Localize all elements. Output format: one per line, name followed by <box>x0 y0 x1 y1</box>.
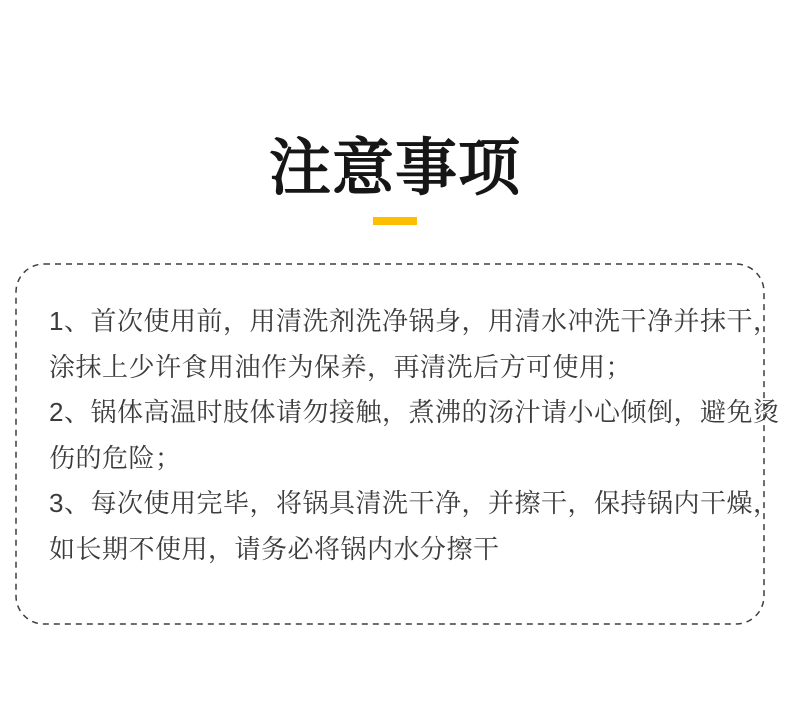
notice-item-3 <box>49 481 780 572</box>
notice-item-2 <box>49 390 780 481</box>
notice-line: 涂抹上少许食用油作为保养，再清洗后方可使用； <box>49 351 633 382</box>
notice-line: 如长期不使用，请务必将锅内水分擦干 <box>49 533 500 564</box>
notice-box <box>15 263 780 625</box>
section-header <box>0 0 790 225</box>
notice-line: 伤的危险； <box>49 442 182 473</box>
notice-item-1 <box>49 299 780 390</box>
notice-line: 3、每次使用完毕，将锅具清洗干净，并擦干，保持锅内干燥， <box>49 488 780 518</box>
notice-line: 1、首次使用前，用清洗剂洗净锅身，用清水冲洗干净并抹干， <box>49 306 780 336</box>
notice-line: 2、锅体高温时肢体请勿接触，煮沸的汤汁请小心倾倒，避免烫 <box>49 397 780 427</box>
title-accent-bar <box>373 217 417 225</box>
page-title: 注意事项 <box>268 134 521 203</box>
notice-text <box>49 299 780 572</box>
